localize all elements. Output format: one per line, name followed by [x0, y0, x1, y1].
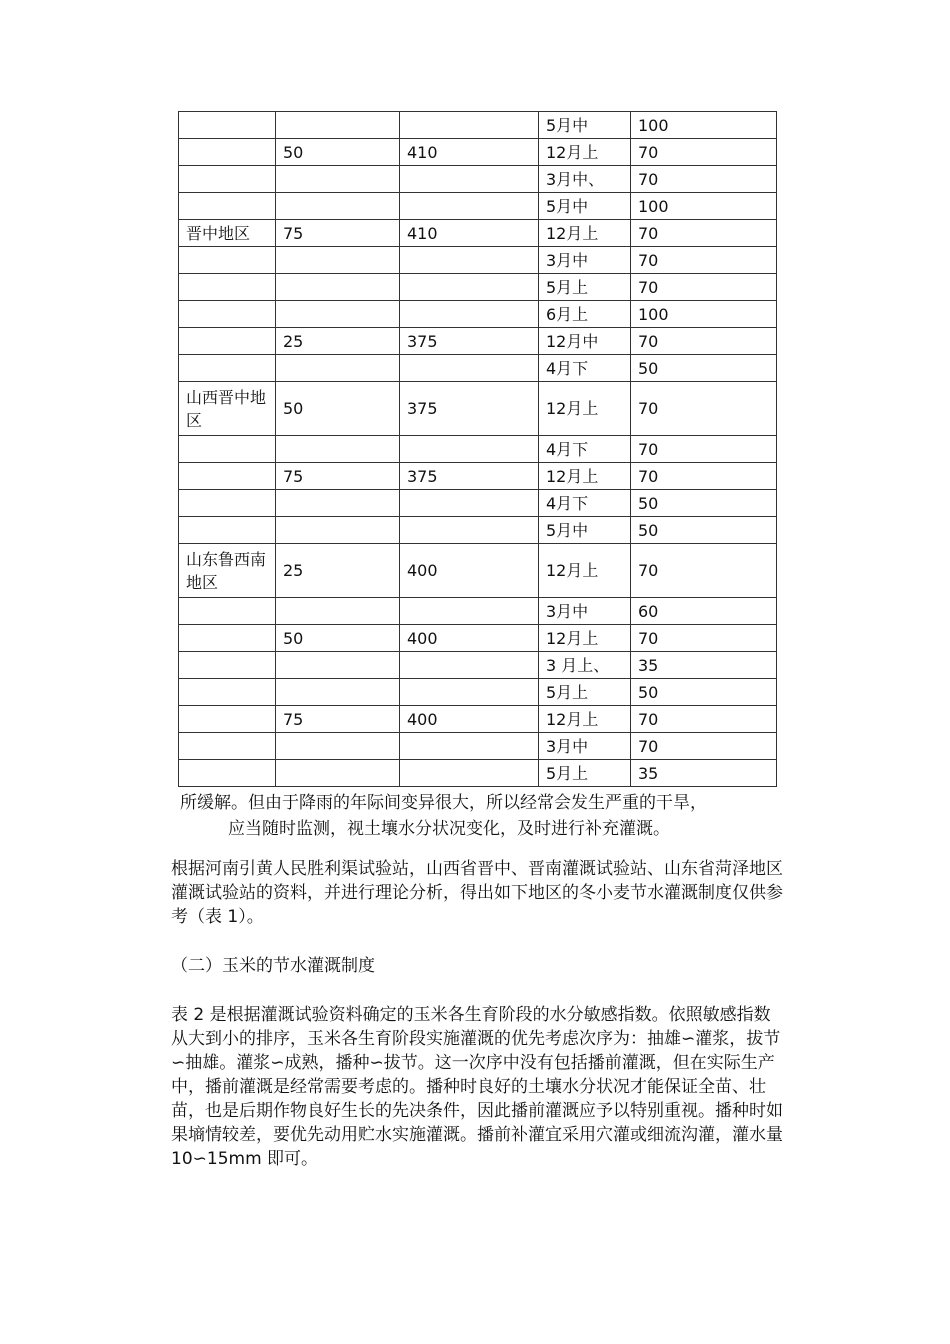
table-cell-b [400, 652, 539, 679]
table-cell-region [179, 274, 276, 301]
table-cell-a [276, 760, 400, 787]
table-cell-a [276, 301, 400, 328]
table-cell-region [179, 652, 276, 679]
table-cell-b [400, 760, 539, 787]
table-cell-b [400, 247, 539, 274]
table-cell-b [400, 517, 539, 544]
note-line-1: 所缓解。但由于降雨的年际间变异很大，所以经常会发生严重的干旱， [180, 793, 707, 813]
table-row [179, 274, 777, 301]
table-cell-region [179, 463, 276, 490]
table-cell-region [179, 679, 276, 706]
table-cell-region [179, 733, 276, 760]
table-cell-b: 400 [400, 544, 539, 598]
table-cell-a [276, 112, 400, 139]
table-cell-region [179, 112, 276, 139]
table-cell-period: 12月中 [539, 328, 631, 355]
table-row [179, 679, 777, 706]
table-cell-b [400, 679, 539, 706]
table-cell-region [179, 166, 276, 193]
table-cell-value: 70 [631, 544, 777, 598]
table-cell-region [179, 301, 276, 328]
table-cell-region [179, 436, 276, 463]
table-cell-region [179, 328, 276, 355]
table-cell-b [400, 193, 539, 220]
table-cell-b: 375 [400, 463, 539, 490]
table-cell-region [179, 490, 276, 517]
table-cell-value: 100 [631, 301, 777, 328]
table-cell-period: 12月上 [539, 544, 631, 598]
table-cell-a: 75 [276, 706, 400, 733]
table-cell-b [400, 166, 539, 193]
table-cell-region [179, 760, 276, 787]
table-cell-b [400, 355, 539, 382]
table-cell-period: 5月上 [539, 274, 631, 301]
table-cell-value: 100 [631, 193, 777, 220]
table-cell-period: 12月上 [539, 220, 631, 247]
table-cell-b [400, 112, 539, 139]
table-row [179, 436, 777, 463]
table-cell-a [276, 733, 400, 760]
table-cell-region [179, 625, 276, 652]
table-row [179, 328, 777, 355]
table-cell-region: 山东鲁西南地区 [179, 544, 276, 598]
table-cell-value: 50 [631, 355, 777, 382]
table-cell-value: 100 [631, 112, 777, 139]
note-line-2: 应当随时监测，视土壤水分状况变化，及时进行补充灌溉。 [228, 819, 670, 839]
table-cell-a [276, 517, 400, 544]
table-cell-period: 12月上 [539, 706, 631, 733]
table-row [179, 544, 777, 598]
table-cell-period: 3月中 [539, 598, 631, 625]
table-cell-region: 山西晋中地区 [179, 382, 276, 436]
table-row [179, 598, 777, 625]
table-cell-a [276, 598, 400, 625]
table-row [179, 733, 777, 760]
table-cell-value: 70 [631, 733, 777, 760]
table-cell-a: 50 [276, 625, 400, 652]
table-cell-period: 6月上 [539, 301, 631, 328]
table-cell-value: 70 [631, 706, 777, 733]
table-cell-b: 410 [400, 220, 539, 247]
table-cell-b [400, 301, 539, 328]
table-cell-a [276, 166, 400, 193]
table-cell-value: 70 [631, 220, 777, 247]
table-row [179, 625, 777, 652]
table-row [179, 490, 777, 517]
table-cell-period: 4月下 [539, 436, 631, 463]
table-cell-value: 35 [631, 652, 777, 679]
table-cell-a: 75 [276, 220, 400, 247]
table-cell-b [400, 436, 539, 463]
table-cell-b: 400 [400, 625, 539, 652]
table-cell-value: 70 [631, 274, 777, 301]
table-cell-b: 375 [400, 382, 539, 436]
table-cell-b: 375 [400, 328, 539, 355]
table-cell-period: 4月下 [539, 355, 631, 382]
table-row [179, 760, 777, 787]
table-cell-b [400, 490, 539, 517]
table-row [179, 247, 777, 274]
table-cell-period: 3月中 [539, 247, 631, 274]
table-cell-region [179, 139, 276, 166]
table-cell-region [179, 193, 276, 220]
table-cell-b: 400 [400, 706, 539, 733]
table-cell-region [179, 247, 276, 274]
table-cell-period: 5月中 [539, 112, 631, 139]
table-cell-a [276, 679, 400, 706]
table-cell-a: 25 [276, 544, 400, 598]
table-cell-period: 3 月上、 [539, 652, 631, 679]
table-cell-a [276, 490, 400, 517]
table-cell-a [276, 247, 400, 274]
table-cell-period: 3月中、 [539, 166, 631, 193]
table-cell-value: 70 [631, 328, 777, 355]
table-cell-b: 410 [400, 139, 539, 166]
table-row [179, 652, 777, 679]
table-cell-period: 12月上 [539, 139, 631, 166]
table-cell-a [276, 355, 400, 382]
table-cell-region [179, 706, 276, 733]
table-cell-period: 12月上 [539, 463, 631, 490]
table-cell-period: 5月上 [539, 760, 631, 787]
table-cell-period: 5月中 [539, 517, 631, 544]
table-cell-value: 50 [631, 490, 777, 517]
table-cell-region [179, 355, 276, 382]
table-row [179, 112, 777, 139]
table-cell-region: 晋中地区 [179, 220, 276, 247]
table-cell-value: 70 [631, 247, 777, 274]
table-cell-value: 35 [631, 760, 777, 787]
table-cell-a [276, 436, 400, 463]
table-row [179, 382, 777, 436]
table-cell-a [276, 652, 400, 679]
table-row [179, 517, 777, 544]
table-cell-value: 50 [631, 679, 777, 706]
table-cell-value: 70 [631, 436, 777, 463]
table-cell-value: 70 [631, 625, 777, 652]
table-cell-period: 5月上 [539, 679, 631, 706]
table-cell-value: 50 [631, 517, 777, 544]
table-cell-value: 70 [631, 139, 777, 166]
table-cell-a: 50 [276, 382, 400, 436]
table-cell-period: 12月上 [539, 625, 631, 652]
table-row [179, 463, 777, 490]
table-row [179, 139, 777, 166]
table-cell-period: 12月上 [539, 382, 631, 436]
table-cell-value: 60 [631, 598, 777, 625]
table-row [179, 166, 777, 193]
table-cell-region [179, 598, 276, 625]
table-cell-value: 70 [631, 463, 777, 490]
irrigation-schedule-table [178, 111, 777, 787]
paragraph-1: 根据河南引黄人民胜利渠试验站，山西省晋中、晋南灌溉试验站、山东省菏泽地区灌溉试验站的资料，并进行理论分析，得出如下地区的冬小麦节水灌溉制度仅供参考（表 1）。 [171, 859, 783, 927]
table-cell-a: 25 [276, 328, 400, 355]
table-row [179, 706, 777, 733]
table-cell-b [400, 733, 539, 760]
table-cell-value: 70 [631, 382, 777, 436]
table-cell-a [276, 193, 400, 220]
paragraph-2: 表 2 是根据灌溉试验资料确定的玉米各生育阶段的水分敏感指数。依照敏感指数从大到小的排序，玉米各生育阶段实施灌溉的优先考虑次序为：抽雄∽灌浆，拔节∽抽雄。灌浆∽成熟，播种∽拔节。这一次序中没有包括播前灌溉，但在实际生产中，播前灌溉是经常需要考虑的。播种时良好的土壤水分状况才能保证全苗、壮苗，也是后期作物良好生长的先决条件，因此播前灌溉应予以特别重视。播种时如果墒情较差，要优先动用贮水实施灌溉。播前补灌宜采用穴灌或细流沟灌，灌水量 10∽15mm 即可。 [171, 1005, 783, 1169]
table-cell-period: 3月中 [539, 733, 631, 760]
table-cell-period: 5月中 [539, 193, 631, 220]
table-cell-a: 75 [276, 463, 400, 490]
table-row [179, 301, 777, 328]
table-cell-b [400, 274, 539, 301]
table-row [179, 193, 777, 220]
table-cell-value: 70 [631, 166, 777, 193]
table-cell-b [400, 598, 539, 625]
table-row [179, 220, 777, 247]
table-row [179, 355, 777, 382]
table-cell-a: 50 [276, 139, 400, 166]
table-cell-region [179, 517, 276, 544]
table-cell-a [276, 274, 400, 301]
section-heading: （二）玉米的节水灌溉制度 [171, 956, 375, 976]
table-cell-period: 4月下 [539, 490, 631, 517]
